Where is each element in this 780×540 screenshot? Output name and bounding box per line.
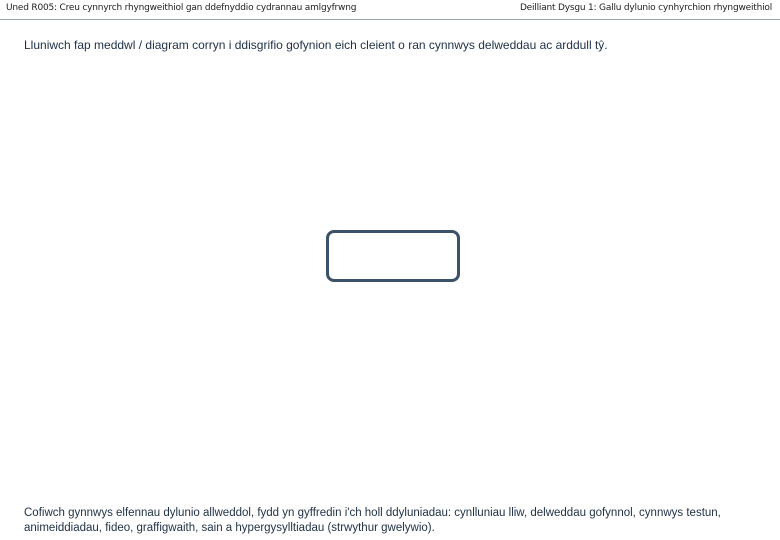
page-header — [0, 0, 780, 21]
header-divider — [0, 19, 780, 20]
unit-title: Uned R005: Creu cynnyrch rhyngweithiol gan ddefnyddio cydrannau amlgyfrwng — [6, 3, 357, 13]
reminder-note: Cofiwch gynnwys elfennau dylunio allweddol, fydd yn gyffredin i'ch holl ddyluniadau: cynlluniau lliw, delweddau gofynnol, cynnwys testun, animeiddiadau, fideo, graffigwaith, sain a hypergysylltiadau (strwythur gwelywio). — [24, 507, 721, 534]
task-instruction: Lluniwch fap meddwl / diagram corryn i ddisgrifio gofynion eich cleient o ran cynnwys delweddau ac arddull tŷ. — [24, 38, 608, 52]
mind-map-central-node[interactable] — [326, 230, 460, 282]
learning-outcome-title: Deilliant Dysgu 1: Gallu dylunio cynhyrchion rhyngweithiol — [519, 3, 772, 13]
